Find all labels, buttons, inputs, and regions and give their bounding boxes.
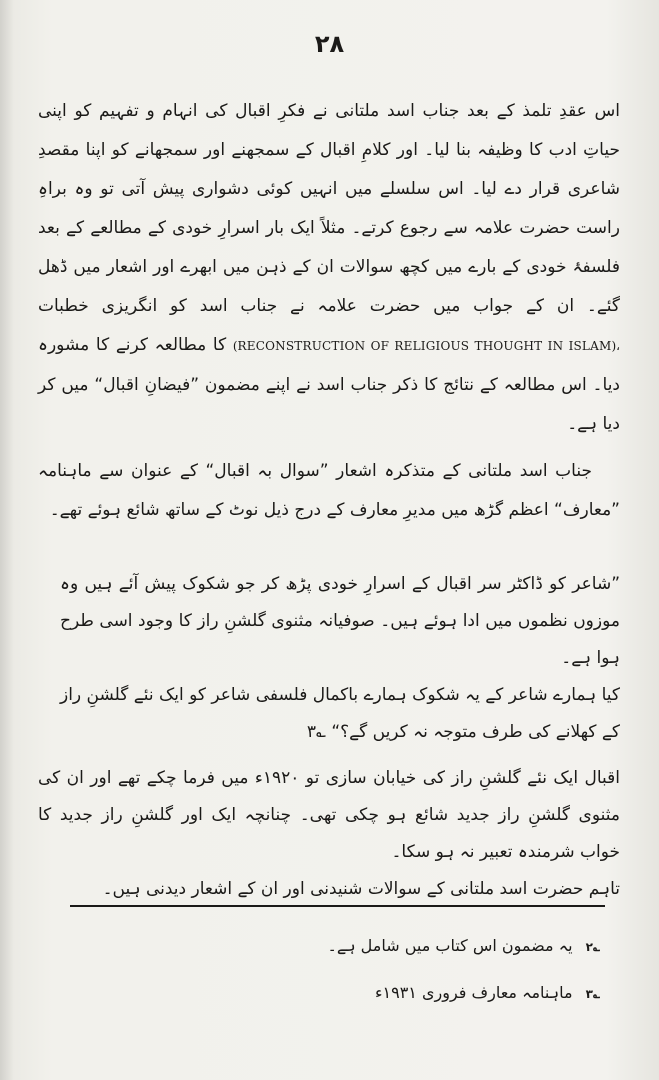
footnote-marker: ؎۳ [585,987,600,1001]
main-text [38,92,620,538]
paragraph-2-text: جناب اسد ملتانی کے متذکرہ اشعار ”سوال بہ اقبال“ کے عنوان سے ماہنامہ ”معارف“ اعظم گڑھ میں مدیرِ معارف کے درج ذیل نوٹ کے ساتھ شائع ہوئے تھے۔ [38,461,620,520]
page-spine-shadow [0,0,14,1080]
quote-line: کیا ہمارے شاعر کے یہ شکوک ہمارے باکمال فلسفی شاعر کو ایک نئے گلشنِ راز کے کھلانے کی طرف متوجہ نہ کریں گے؟“ ؎۳ [60,685,620,742]
after-quote-line: تاہم حضرت اسد ملتانی کے سوالات شنیدنی اور ان کے اشعار دیدنی ہیں۔ [102,879,620,899]
footnote-text: یہ مضمون اس کتاب میں شامل ہے۔ [327,936,573,955]
footnote-marker: ؎۲ [585,940,600,954]
english-lecture-title: (RECONSTRUCTION OF RELIGIOUS THOUGHT IN ISLAM)، [232,339,621,353]
footnote-divider [70,905,605,907]
after-quote-text [38,760,620,908]
footnotes [50,926,600,1020]
page-number: ۲۸ [314,30,345,58]
quote-line: ”شاعر کو ڈاکٹر سر اقبال کے اسرارِ خودی پڑھ کر جو شکوک پیش آئے ہیں وہ موزوں نظموں میں ادا ہوئے ہیں۔ صوفیانہ مثنوی گلشنِ راز کا وجود اسی طرح ہوا ہے۔ [60,574,620,668]
footnote-text: ماہنامہ معارف فروری ۱۹۳۱ء [374,983,573,1002]
paragraph-1-text: اس عقدِ تلمذ کے بعد جناب اسد ملتانی نے فکرِ اقبال کی انہام و تفہیم کو اپنی حیاتِ ادب کا وظیفہ بنا لیا۔ اور کلامِ اقبال کے سمجھنے اور سمجھانے کو اپنا مقصدِ شاعری قرار دے لیا۔ اس سلسلے میں انہیں کوئی دشواری پیش آتی تو وہ براہِ راست حضرت علامہ سے رجوع کرتے۔ مثلاً ایک بار اسرارِ خودی کے مطالعے کے بعد فلسفۂ خودی کے بارے میں کچھ سوالات ان کے ذہن میں ابھرے اور اشعار میں ڈھل گئے۔ ان کے جواب میں حضرت علامہ نے جناب اسد کو انگریزی خطبات [38,101,620,316]
footnote-item [50,973,600,1014]
footnote-item [50,926,600,967]
paragraph-1 [38,92,620,444]
paragraph-2 [38,452,620,530]
after-quote-line: اقبال ایک نئے گلشنِ راز کی خیابان سازی تو ۱۹۲۰ء میں فرما چکے تھے اور ان کی مثنوی گلشنِ راز جدید شائع ہو چکی تھی۔ چنانچہ ایک اور گلشنِ راز جدید کا خواب شرمندہ تعبیر نہ ہو سکا۔ [38,768,620,862]
editor-note-quote [60,566,620,751]
paragraph-1-continuation: کا مطالعہ کرنے کا مشورہ دیا۔ اس مطالعہ کے نتائج کا ذکر جناب اسد نے اپنے مضمون ”فیضانِ اقبال“ میں کر دیا ہے۔ [38,335,620,434]
